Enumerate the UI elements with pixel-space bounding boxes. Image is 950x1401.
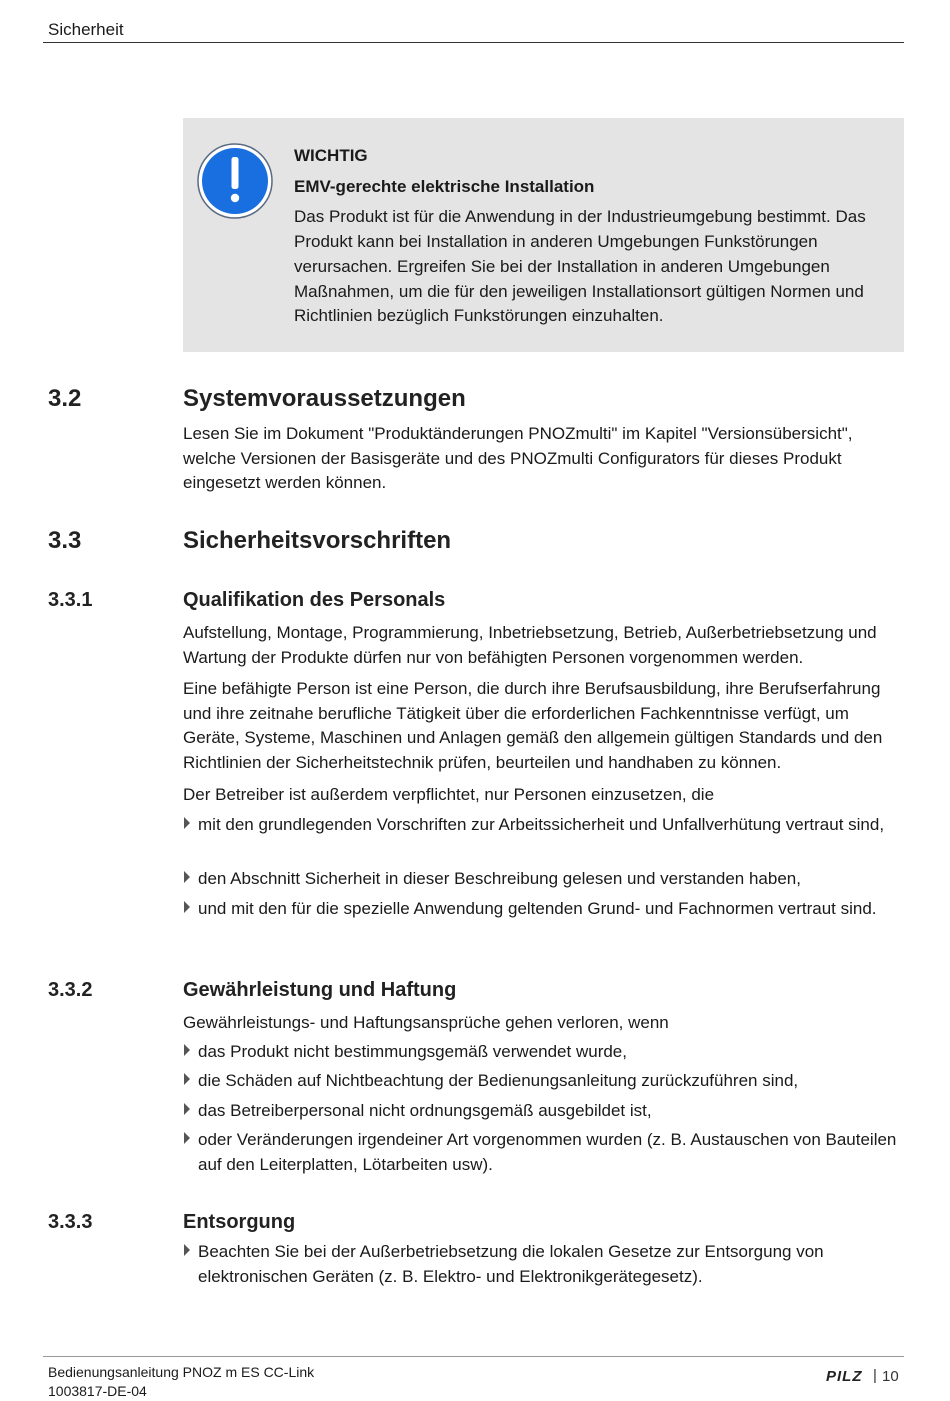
notice-content — [294, 144, 894, 329]
pilz-logo: PILZ — [826, 1368, 863, 1385]
list-item-text: die Schäden auf Nichtbeachtung der Bedienungsanleitung zurückzuführen sind, — [198, 1071, 799, 1090]
bullet-arrow-icon — [184, 901, 190, 913]
bullet-arrow-icon — [184, 1044, 190, 1056]
section-3-3-2-paragraph: Gewährleistungs- und Haftungsansprüche gehen verloren, wenn — [183, 1013, 669, 1032]
bullet-arrow-icon — [184, 1103, 190, 1115]
section-3-3-1-paragraph-2: Eine befähigte Person ist eine Person, die durch ihre Berufsausbildung, ihre Berufserfahrung und ihre zeitnahe berufliche Tätigkeit über die erforderlichen Fachkenntnisse verfügt, um Geräte, Systeme, Maschinen und Anlagen gemäß den allgemein gültigen Standards und den Richtlinien der Sicherheitstechnik prüfen, beurteilen und handhaben zu können. — [183, 679, 883, 773]
list-item-text: den Abschnitt Sicherheit in dieser Beschreibung gelesen und verstanden haben, — [198, 869, 801, 888]
list-item-text: mit den grundlegenden Vorschriften zur Arbeitssicherheit und Unfallverhütung vertraut sind, — [198, 815, 885, 834]
exclamation-icon — [197, 143, 273, 219]
page-number: 10 — [882, 1368, 899, 1385]
section-title-systemvoraussetzungen: Systemvoraussetzungen — [183, 385, 466, 412]
section-3-3-1-paragraph-1: Aufstellung, Montage, Programmierung, Inbetriebsetzung, Betrieb, Außerbetriebsetzung und Wartung der Produkte dürfen nur von befähigten Personen vorgenommen werden. — [183, 623, 877, 667]
footer-separator: | — [873, 1367, 877, 1384]
list-item — [183, 1240, 898, 1289]
subsection-title-qualifikation: Qualifikation des Personals — [183, 589, 446, 611]
footer-divider — [43, 1356, 904, 1357]
section-3-2-paragraph: Lesen Sie im Dokument "Produktänderungen PNOZmulti" im Kapitel "Versionsübersicht", welche Versionen der Basisgeräte und des PNOZmulti Configurators für dieses Produkt eingesetzt werden können. — [183, 424, 853, 493]
list-item — [183, 813, 898, 838]
subsection-number-3-3-1: 3.3.1 — [48, 589, 93, 611]
list-item-text: oder Veränderungen irgendeiner Art vorgenommen wurden (z. B. Austauschen von Bauteilen auf den Leiterplatten, Lötarbeiten usw). — [198, 1130, 897, 1174]
section-number-3-3: 3.3 — [48, 527, 82, 554]
notice-subtitle: EMV-gerechte elektrische Installation — [294, 176, 595, 196]
section-number-3-2: 3.2 — [48, 385, 82, 412]
subsection-number-3-3-2: 3.3.2 — [48, 979, 93, 1001]
running-header: Sicherheit — [48, 20, 124, 39]
bullet-arrow-icon — [184, 871, 190, 883]
notice-body: Das Produkt ist für die Anwendung in der Industrieumgebung bestimmt. Das Produkt kann bei Installation in anderen Umgebungen Funkstörungen verursachen. Ergreifen Sie bei der Installation in anderen Umgebungen Maßnahmen, um die für den jeweiligen Installationsort gültigen Normen und Richtlinien bezüglich Funkstörungen einzuhalten. — [294, 207, 866, 326]
important-notice-box — [183, 118, 904, 352]
list-item — [183, 1128, 898, 1177]
list-item — [183, 867, 898, 892]
notice-label: WICHTIG — [294, 146, 368, 165]
footer-document-info — [48, 1363, 314, 1401]
subsection-title-entsorgung: Entsorgung — [183, 1211, 296, 1233]
bullet-arrow-icon — [184, 817, 190, 829]
list-item — [183, 1069, 898, 1094]
footer-doc-title: Bedienungsanleitung PNOZ m ES CC-Link — [48, 1364, 315, 1380]
subsection-number-3-3-3: 3.3.3 — [48, 1211, 93, 1233]
list-item-text: und mit den für die spezielle Anwendung geltenden Grund- und Fachnormen vertraut sind. — [198, 899, 877, 918]
bullet-arrow-icon — [184, 1244, 190, 1256]
list-item — [183, 1099, 898, 1124]
list-item-text: das Produkt nicht bestimmungsgemäß verwendet wurde, — [198, 1042, 627, 1061]
header-divider — [43, 42, 904, 43]
list-item — [183, 1040, 898, 1065]
bullet-arrow-icon — [184, 1132, 190, 1144]
list-item — [183, 897, 898, 922]
bullet-arrow-icon — [184, 1073, 190, 1085]
list-item-text: Beachten Sie bei der Außerbetriebsetzung die lokalen Gesetze zur Entsorgung von elektronischen Geräten (z. B. Elektro- und Elektronikgerätegesetz). — [198, 1242, 824, 1286]
footer-doc-number: 1003817-DE-04 — [48, 1383, 147, 1399]
subsection-title-gewaehrleistung: Gewährleistung und Haftung — [183, 979, 457, 1001]
section-3-3-1-paragraph-3: Der Betreiber ist außerdem verpflichtet, nur Personen einzusetzen, die — [183, 785, 715, 804]
section-title-sicherheitsvorschriften: Sicherheitsvorschriften — [183, 527, 452, 554]
list-item-text: das Betreiberpersonal nicht ordnungsgemäß ausgebildet ist, — [198, 1101, 652, 1120]
